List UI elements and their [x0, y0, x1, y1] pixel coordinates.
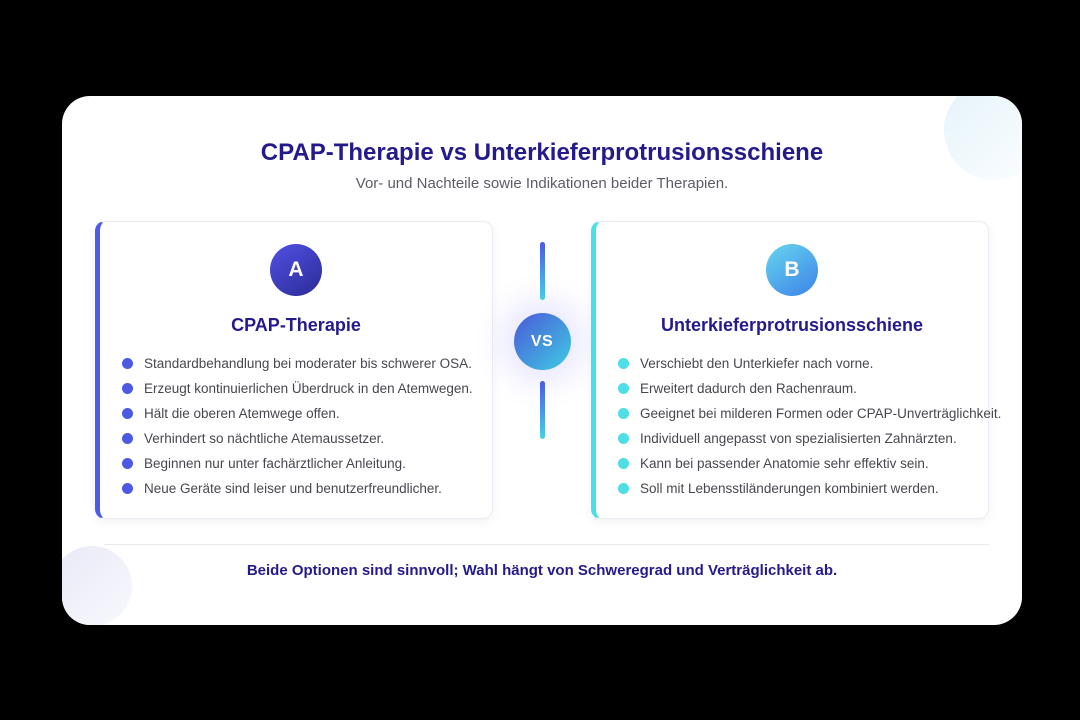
option-b-list: [596, 351, 1002, 501]
footer-divider: [104, 544, 989, 545]
list-item-text: Verhindert so nächtliche Atemaussetzer.: [144, 431, 385, 446]
list-item: [618, 376, 974, 401]
option-a-title: CPAP-Therapie: [231, 315, 361, 335]
option-b-badge: B: [766, 244, 818, 296]
bullet-icon: [122, 383, 133, 394]
vs-label: VS: [530, 332, 554, 350]
page-title: CPAP-Therapie vs Unterkieferprotrusionsschiene: [260, 139, 824, 166]
option-a-badge: A: [270, 244, 322, 296]
option-card-cpap: [95, 221, 493, 519]
bullet-icon: [618, 433, 629, 444]
list-item-text: Individuell angepasst von spezialisierten Zahnärzten.: [640, 431, 957, 446]
list-item-text: Beginnen nur unter fachärztlicher Anleitung.: [144, 456, 406, 471]
bullet-icon: [122, 433, 133, 444]
comparison-row: [95, 221, 1002, 519]
bullet-icon: [618, 408, 629, 419]
bullet-icon: [618, 358, 629, 369]
bullet-icon: [122, 408, 133, 419]
list-item-text: Erzeugt kontinuierlichen Überdruck in den Atemwegen.: [144, 381, 473, 396]
list-item-text: Erweitert dadurch den Rachenraum.: [640, 381, 857, 396]
option-card-schiene: [591, 221, 1002, 519]
list-item-text: Neue Geräte sind leiser und benutzerfreundlicher.: [144, 481, 442, 496]
list-item-text: Verschiebt den Unterkiefer nach vorne.: [640, 356, 874, 371]
vs-line-top: [540, 242, 545, 300]
list-item: [122, 351, 478, 376]
list-item: [122, 376, 478, 401]
footer-note: Beide Optionen sind sinnvoll; Wahl hängt von Schweregrad und Verträglichkeit ab.: [246, 562, 838, 579]
list-item: [618, 476, 974, 501]
bullet-icon: [618, 458, 629, 469]
bullet-icon: [618, 483, 629, 494]
list-item-text: Hält die oberen Atemwege offen.: [144, 406, 340, 421]
list-item-text: Soll mit Lebensstiländerungen kombiniert werden.: [640, 481, 939, 496]
list-item-text: Standardbehandlung bei moderater bis schwerer OSA.: [144, 356, 472, 371]
option-a-list: [100, 351, 492, 501]
list-item-text: Kann bei passender Anatomie sehr effektiv sein.: [640, 456, 929, 471]
bullet-icon: [122, 483, 133, 494]
bullet-icon: [618, 383, 629, 394]
decorative-circle-top-right: [944, 96, 1022, 180]
vs-line-bottom: [540, 381, 545, 439]
vs-badge: [514, 313, 571, 370]
list-item: [618, 351, 974, 376]
list-item: [122, 401, 478, 426]
list-item-text: Geeignet bei milderen Formen oder CPAP-Unverträglichkeit.: [640, 406, 1002, 421]
vs-divider-column: [495, 242, 589, 519]
list-item: [122, 426, 478, 451]
list-item: [618, 426, 974, 451]
option-b-title: Unterkieferprotrusionsschiene: [660, 315, 924, 335]
bullet-icon: [122, 358, 133, 369]
list-item: [122, 476, 478, 501]
page-subtitle: Vor- und Nachteile sowie Indikationen beider Therapien.: [355, 175, 729, 192]
list-item: [618, 401, 1002, 426]
infographic-card: [62, 96, 1022, 625]
list-item: [618, 451, 974, 476]
bullet-icon: [122, 458, 133, 469]
list-item: [122, 451, 478, 476]
decorative-circle-bottom-left: [62, 546, 132, 625]
